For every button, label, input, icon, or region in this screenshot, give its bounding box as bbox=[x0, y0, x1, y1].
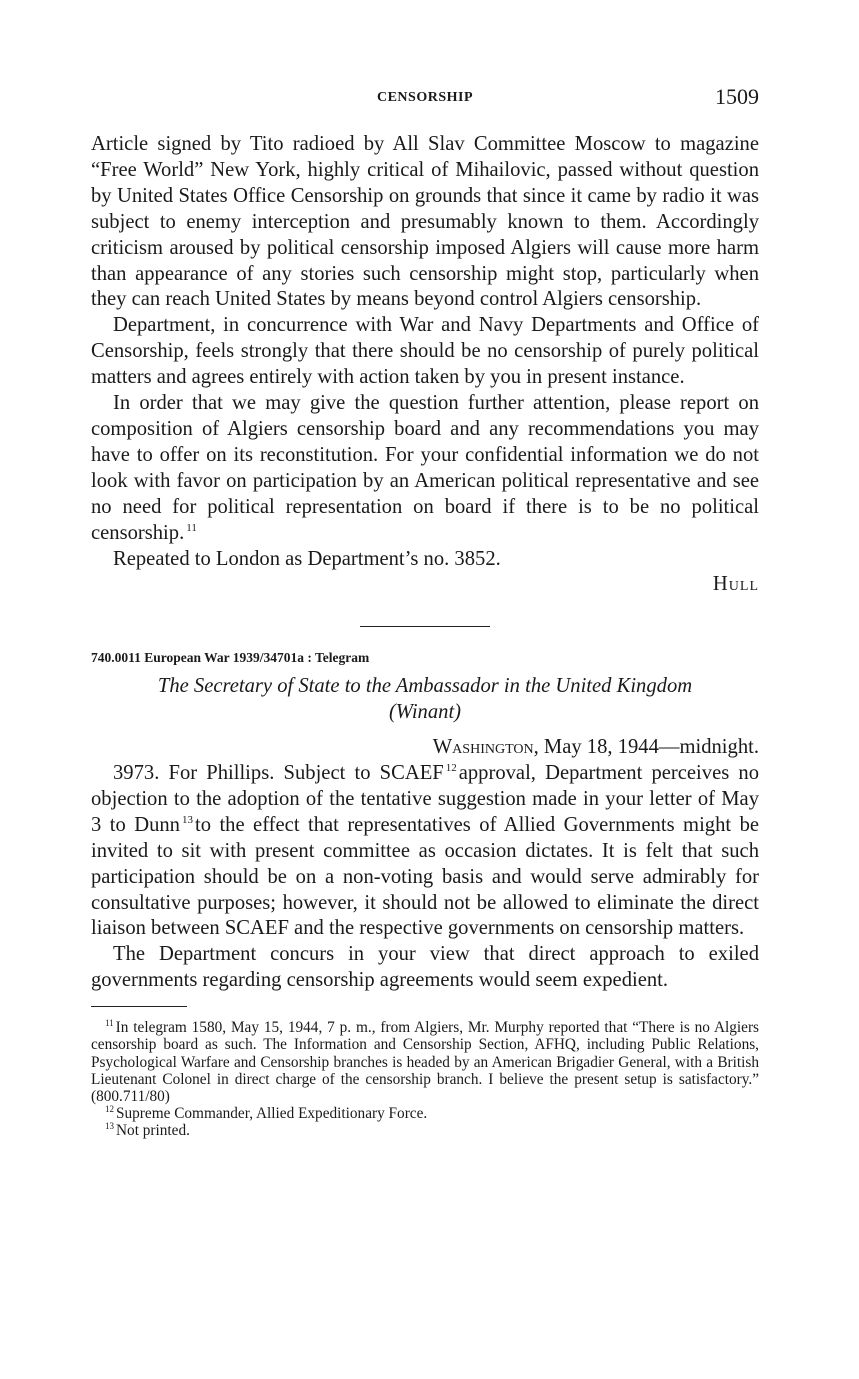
signature: Hull bbox=[712, 573, 759, 596]
paragraph-3-text: In order that we may give the question further attention, please report on composition of Algiers censorship board and any recommendations you may have to offer on its reconstitution. For your confidential information we do not look with favor on participation by an American political representative and see no need for political representation on board if there is to be no political censorship. bbox=[91, 392, 759, 544]
dateline-date: , May 18, 1944—midnight. bbox=[533, 736, 759, 759]
running-head bbox=[91, 84, 759, 114]
footnote-rule bbox=[91, 1006, 187, 1007]
footnote-12 bbox=[91, 1105, 759, 1122]
paragraph-4: Repeated to London as Department’s no. 3852. bbox=[113, 547, 501, 570]
running-title: CENSORSHIP bbox=[376, 90, 474, 105]
section-divider bbox=[360, 626, 490, 627]
document-title-line-1: The Secretary of State to the Ambassador in the United Kingdom bbox=[157, 675, 693, 698]
telegram-paragraph-1-c: to the effect that representatives of Allied Governments might be invited to sit with present committee as occasion dictates. It is felt that such participation should be on a non-voting basis and would serve admirably for consultative purposes; however, it should not be allowed to eliminate the direct liaison between SCAEF and the respective governments on censorship matters. bbox=[91, 813, 760, 940]
footnote-mark-13: 13 bbox=[105, 1121, 114, 1132]
telegram-paragraph-2: The Department concurs in your view that direct approach to exiled governments regarding censorship agreements would seem expedient. bbox=[91, 943, 759, 992]
footnote-13 bbox=[91, 1122, 759, 1139]
footnote-mark-11: 11 bbox=[105, 1018, 114, 1029]
telegram-paragraph-1-b: approval, Department perceives no objection to the adoption of the tentative suggestion made in your letter of May 3 to Dunn bbox=[91, 762, 759, 836]
footnote-text-11: In telegram 1580, May 15, 1944, 7 p. m., from Algiers, Mr. Murphy reported that “There is no Algiers censorship board as such. The Information and Censorship Section, AFHQ, including Public Relations, Psychological Warfare and Censorship branches is headed by an American Brigadier General, with a British Lieutenant Colonel in direct charge of the censorship branch. I believe the present setup is satisfactory.” (800.711/80) bbox=[91, 1019, 759, 1105]
footnotes bbox=[91, 1019, 759, 1139]
paragraph-3 bbox=[91, 391, 759, 546]
file-reference: 740.0011 European War 1939/34701a : Telegram bbox=[91, 650, 370, 666]
telegram-continuation bbox=[91, 132, 759, 598]
footnote-text-12: Supreme Commander, Allied Expeditionary Force. bbox=[116, 1105, 428, 1123]
dateline-place: Washington bbox=[432, 736, 534, 759]
page bbox=[91, 84, 759, 1140]
document-title-line-2: (Winant) bbox=[388, 701, 462, 724]
footnote-ref-11: 11 bbox=[186, 521, 197, 534]
footnote-ref-12: 12 bbox=[445, 762, 457, 775]
document-title bbox=[91, 674, 759, 726]
paragraph-1: Article signed by Tito radioed by All Slav Committee Moscow to magazine “Free World” New York, highly critical of Mihailovic, passed without question by United States Office Censorship on grounds that since it came by radio it was subject to enemy interception and presumably known to them. Accordingly criticism aroused by political censorship imposed Algiers will cause more harm than appearance of any stories such censorship might stop, particularly when they can reach United States by means beyond control Algiers censorship. bbox=[91, 133, 759, 311]
telegram-paragraph-1-a: 3973. For Phillips. Subject to SCAEF bbox=[113, 762, 444, 785]
footnote-ref-13: 13 bbox=[181, 813, 193, 826]
paragraph-2: Department, in concurrence with War and Navy Departments and Office of Censorship, feels strongly that there should be no censorship of purely political matters and agrees entirely with action taken by you in present instance. bbox=[91, 314, 759, 389]
dateline bbox=[91, 735, 759, 761]
footnote-text-13: Not printed. bbox=[116, 1122, 190, 1140]
page-number: 1509 bbox=[715, 84, 759, 109]
footnote-mark-12: 12 bbox=[105, 1104, 114, 1115]
telegram-paragraph-1 bbox=[91, 761, 759, 942]
footnote-11 bbox=[91, 1019, 759, 1105]
